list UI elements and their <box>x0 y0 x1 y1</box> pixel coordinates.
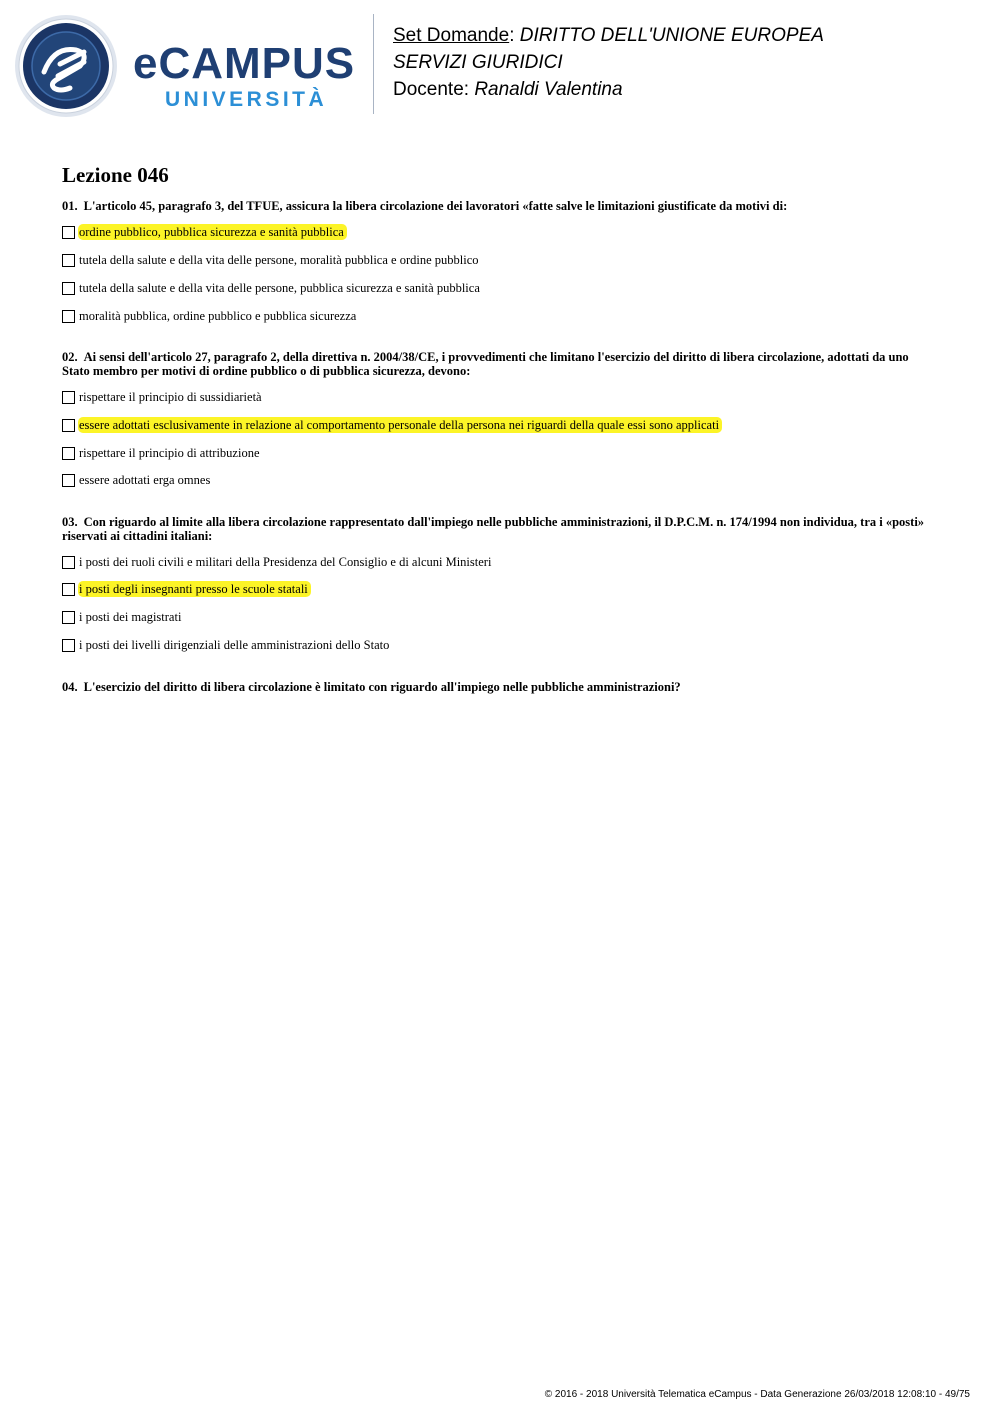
ecampus-seal-logo <box>14 14 118 118</box>
question-3 <box>62 515 932 543</box>
answer-option[interactable] <box>62 417 722 433</box>
option-text: moralità pubblica, ordine pubblico e pubblica sicurezza <box>79 309 357 323</box>
option-text: essere adottati esclusivamente in relazione al comportamento personale della persona nei riguardi della quale essi sono applicati <box>78 417 722 433</box>
question-text: L'esercizio del diritto di libera circolazione è limitato con riguardo all'impiego nelle pubbliche amministrazioni? <box>83 680 681 694</box>
answer-option[interactable] <box>62 224 347 240</box>
checkbox[interactable] <box>62 254 75 267</box>
answer-option[interactable] <box>62 445 263 461</box>
option-text: tutela della salute e della vita delle persone, moralità pubblica e ordine pubblico <box>79 253 479 267</box>
docente-label: Docente: <box>393 79 470 100</box>
checkbox[interactable] <box>62 639 75 652</box>
question-4 <box>62 680 932 694</box>
question-text: Con riguardo al limite alla libera circolazione rappresentato dall'impiego nelle pubbliche amministrazioni, il D.P.C.M. n. 174/1994 non individua, tra i «posti» riservati ai cittadini italiani: <box>62 515 925 543</box>
question-text: Ai sensi dell'articolo 27, paragrafo 2, della direttiva n. 2004/38/CE, i provvedimenti che limitano l'esercizio del diritto di libera circolazione, adottati da uno Stato membro per motivi di ordine pubblico o di pubblica sicurezza, devono: <box>62 350 909 378</box>
checkbox[interactable] <box>62 583 75 596</box>
option-text: i posti dei magistrati <box>79 610 182 624</box>
page-footer: © 2016 - 2018 Università Telematica eCampus - Data Generazione 26/03/2018 12:08:10 - 49/75 <box>544 1389 970 1400</box>
docente-name: Ranaldi Valentina <box>474 79 623 100</box>
answer-option[interactable] <box>62 252 482 268</box>
lesson-title: Lezione 046 <box>62 163 169 187</box>
question-1 <box>62 199 932 213</box>
option-text: i posti degli insegnanti presso le scuole statali <box>78 581 311 597</box>
question-2 <box>62 350 932 378</box>
checkbox[interactable] <box>62 611 75 624</box>
answer-option[interactable] <box>62 554 494 570</box>
checkbox[interactable] <box>62 226 75 239</box>
set-title-line: Set Domande: DIRITTO DELL'UNIONE EUROPEA <box>393 25 824 46</box>
answer-option[interactable] <box>62 308 359 324</box>
set-info <box>393 22 824 103</box>
answer-option[interactable] <box>62 637 392 653</box>
option-text: tutela della salute e della vita delle persone, pubblica sicurezza e sanità pubblica <box>79 281 480 295</box>
page-header <box>0 0 1000 125</box>
set-title-2: SERVIZI GIURIDICI <box>393 52 563 73</box>
question-number: 04. <box>62 680 78 694</box>
set-title-1: DIRITTO DELL'UNIONE EUROPEA <box>519 25 824 46</box>
answer-option[interactable] <box>62 581 311 597</box>
answer-option[interactable] <box>62 280 483 296</box>
answer-option[interactable] <box>62 389 265 405</box>
answer-option[interactable] <box>62 472 213 488</box>
option-text: i posti dei livelli dirigenziali delle amministrazioni dello Stato <box>79 638 390 652</box>
logo-sub-text: UNIVERSITÀ <box>165 88 328 111</box>
logo-main-text: eCAMPUS <box>133 39 356 88</box>
checkbox[interactable] <box>62 556 75 569</box>
option-text: essere adottati erga omnes <box>79 473 211 487</box>
header-divider <box>373 14 374 114</box>
docente-line <box>393 76 824 103</box>
option-text: ordine pubblico, pubblica sicurezza e sanità pubblica <box>78 224 347 240</box>
checkbox[interactable] <box>62 282 75 295</box>
checkbox[interactable] <box>62 419 75 432</box>
question-number: 02. <box>62 350 78 364</box>
checkbox[interactable] <box>62 447 75 460</box>
checkbox[interactable] <box>62 391 75 404</box>
option-text: i posti dei ruoli civili e militari della Presidenza del Consiglio e di alcuni Ministeri <box>79 555 492 569</box>
question-number: 01. <box>62 199 78 213</box>
question-text: L'articolo 45, paragrafo 3, del TFUE, assicura la libera circolazione dei lavoratori «fatte salve le limitazioni giustificate da motivi di: <box>83 199 788 213</box>
option-text: rispettare il principio di sussidiarietà <box>79 390 262 404</box>
question-number: 03. <box>62 515 78 529</box>
checkbox[interactable] <box>62 310 75 323</box>
checkbox[interactable] <box>62 474 75 487</box>
ecampus-wordmark <box>133 40 358 114</box>
option-text: rispettare il principio di attribuzione <box>79 446 260 460</box>
set-label: Set Domande <box>393 25 510 46</box>
answer-option[interactable] <box>62 609 184 625</box>
